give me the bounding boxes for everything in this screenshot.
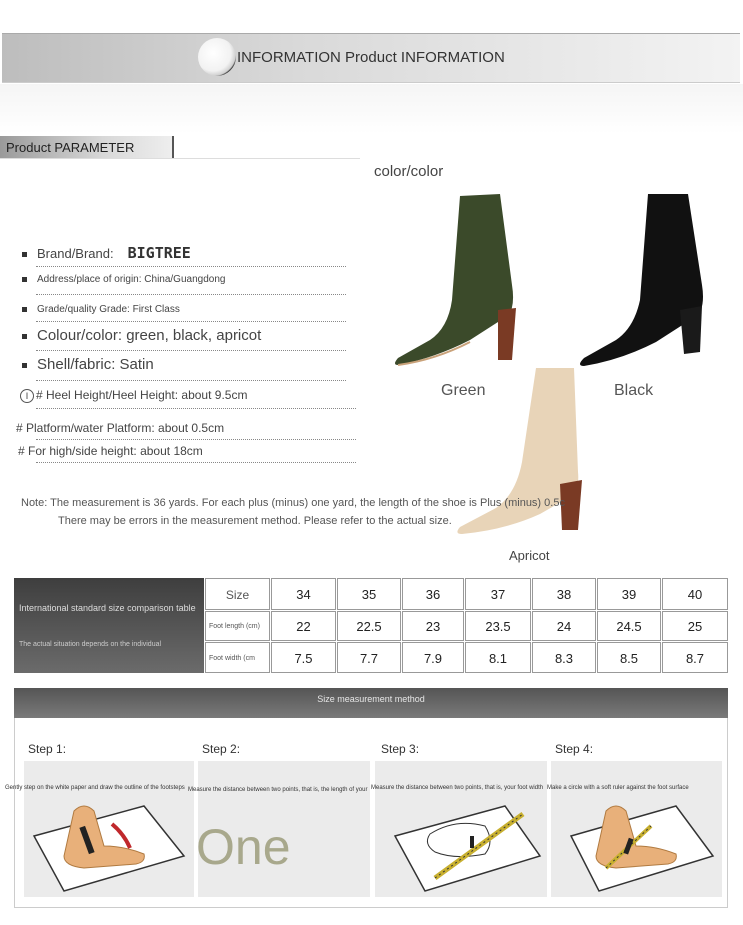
note-line-2: There may be errors in the measurement method. Please refer to the actual size.	[58, 515, 452, 527]
step-1-foot-illustration	[24, 796, 194, 896]
dotted-divider	[36, 380, 346, 381]
foot-length-cell: 22.5	[337, 611, 401, 641]
green-boot-image	[390, 190, 530, 370]
step-4-description: Make a circle with a soft ruler against the foot surface	[547, 785, 689, 791]
foot-length-cell: 23.5	[465, 611, 531, 641]
dotted-divider	[36, 439, 356, 440]
color-label-black: Black	[614, 382, 654, 399]
spec-platform	[16, 421, 224, 435]
information-title: INFORMATION Product INFORMATION	[237, 49, 505, 66]
spec-brand-label: Brand/Brand:	[37, 246, 114, 261]
spec-colour	[22, 327, 261, 344]
spec-platform-label: # Platform/water Platform: about 0.5cm	[16, 421, 225, 435]
product-parameter-label: Product PARAMETER	[6, 140, 135, 155]
step-3-label: Step 3:	[381, 742, 420, 756]
bullet-icon	[22, 307, 27, 312]
size-cell: 36	[402, 578, 464, 610]
black-boot-image	[576, 190, 716, 370]
size-table-title: International standard size comparison table	[19, 603, 196, 613]
header-circle-icon	[198, 38, 236, 76]
apricot-boot-image	[450, 362, 590, 542]
color-label-green: Green	[441, 382, 486, 399]
bullet-icon	[22, 334, 27, 339]
spec-side-height	[18, 444, 203, 458]
divider	[0, 158, 360, 159]
dotted-divider	[36, 266, 346, 267]
dotted-divider	[36, 462, 356, 463]
overlay-text-one: One	[196, 819, 291, 875]
size-cell: 39	[597, 578, 661, 610]
size-table-subtitle: The actual situation depends on the individual	[19, 641, 162, 648]
spec-origin	[22, 274, 225, 285]
bullet-icon	[22, 252, 27, 257]
size-measurement-title: Size measurement method	[317, 694, 425, 704]
size-measurement-header	[14, 688, 728, 718]
row-label-size: Size	[205, 578, 270, 610]
size-cell: 37	[465, 578, 531, 610]
foot-length-cell: 25	[662, 611, 728, 641]
step-2-description: Measure the distance between two points, that is, the length of your	[188, 787, 368, 793]
spec-origin-label: Address/place of origin: China/Guangdong	[37, 274, 226, 285]
dotted-divider	[36, 294, 346, 295]
size-table-title-panel	[14, 578, 204, 673]
info-circle-icon: I	[20, 389, 34, 403]
row-label-foot-length: Foot length (cm)	[205, 611, 270, 641]
foot-width-cell: 8.7	[662, 642, 728, 673]
foot-width-cell: 8.1	[465, 642, 531, 673]
foot-length-cell: 24	[532, 611, 596, 641]
spec-fabric	[22, 356, 154, 373]
row-label-foot-width: Foot width (cm	[205, 642, 270, 673]
step-3-description: Measure the distance between two points, that is, your foot width	[371, 785, 544, 791]
spec-side-height-label: # For high/side height: about 18cm	[18, 444, 203, 458]
step-1-label: Step 1:	[28, 742, 67, 756]
step-2-label: Step 2:	[202, 742, 241, 756]
foot-width-cell: 8.5	[597, 642, 661, 673]
step-4-label: Step 4:	[555, 742, 594, 756]
product-parameter-tab	[0, 136, 174, 158]
size-cell: 34	[271, 578, 336, 610]
bullet-icon	[22, 277, 27, 282]
foot-width-cell: 7.7	[337, 642, 401, 673]
spec-grade	[22, 304, 180, 315]
size-cell: 38	[532, 578, 596, 610]
color-label-apricot: Apricot	[509, 548, 550, 563]
spec-colour-label: Colour/color: green, black, apricot	[37, 327, 262, 344]
color-title: color/color	[374, 163, 444, 180]
step-3-foot-illustration	[375, 796, 547, 896]
spec-brand-value: BIGTREE	[127, 244, 191, 262]
spec-grade-label: Grade/quality Grade: First Class	[37, 304, 180, 315]
step-1-description: Gently step on the white paper and draw the outline of the footsteps	[5, 785, 185, 791]
size-cell: 35	[337, 578, 401, 610]
spec-heel-height	[20, 388, 247, 403]
dotted-divider	[36, 321, 346, 322]
size-cell: 40	[662, 578, 728, 610]
foot-width-cell: 7.5	[271, 642, 336, 673]
foot-width-cell: 7.9	[402, 642, 464, 673]
spec-heel-label: # Heel Height/Heel Height: about 9.5cm	[36, 388, 248, 402]
foot-width-cell: 8.3	[532, 642, 596, 673]
foot-length-cell: 23	[402, 611, 464, 641]
step-4-foot-illustration	[551, 796, 722, 896]
faint-background-band	[0, 84, 743, 134]
spec-brand	[22, 244, 191, 262]
spec-fabric-label: Shell/fabric: Satin	[37, 356, 154, 373]
foot-length-cell: 24.5	[597, 611, 661, 641]
foot-length-cell: 22	[271, 611, 336, 641]
dotted-divider	[36, 350, 346, 351]
dotted-divider	[36, 408, 356, 409]
bullet-icon	[22, 363, 27, 368]
note-line-1: Note: The measurement is 36 yards. For each plus (minus) one yard, the length of the shoe is Plus (minus) 0.5c	[21, 497, 565, 509]
